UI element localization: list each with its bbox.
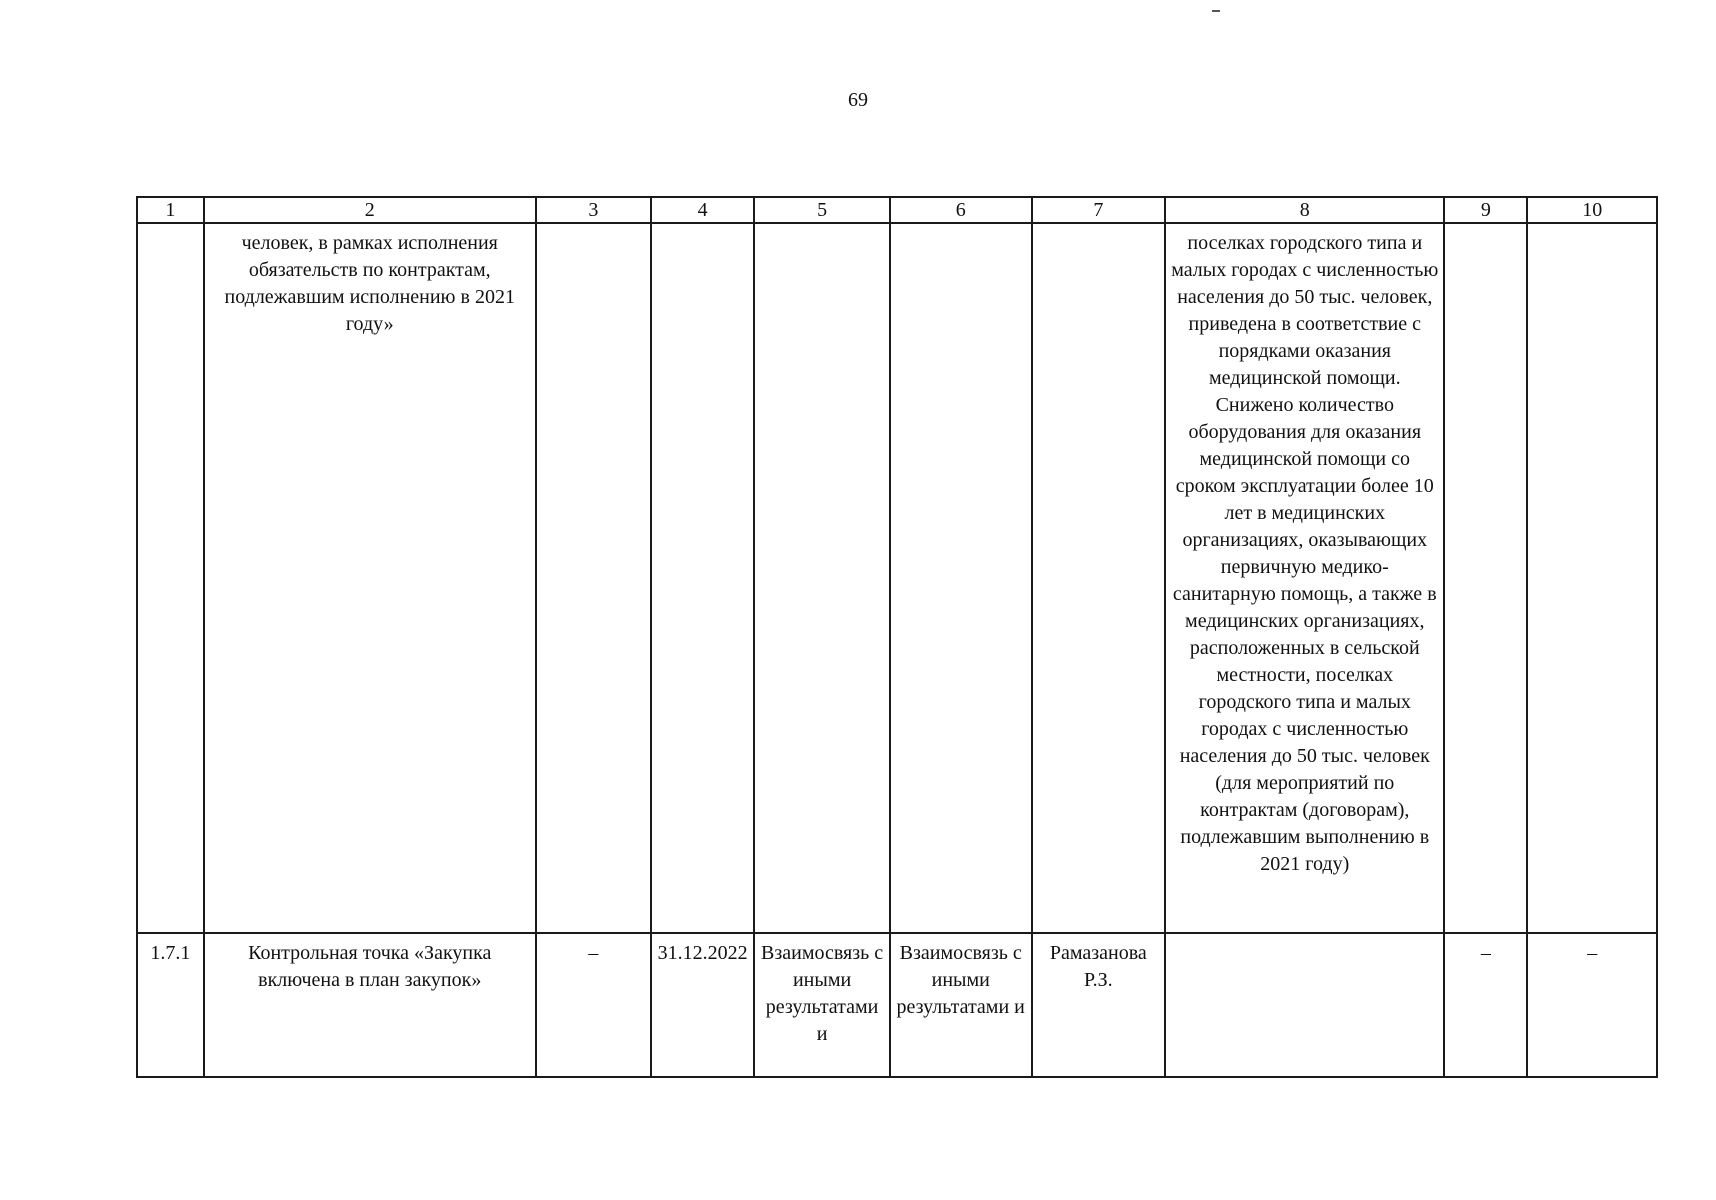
cell-number — [137, 223, 204, 933]
scan-artifact — [1212, 10, 1220, 12]
cell-col10: – — [1527, 933, 1657, 1077]
table-row-continued — [137, 223, 1657, 933]
cell-col3 — [536, 223, 651, 933]
cell-responsible: Рамазанова Р.З. — [1032, 933, 1166, 1077]
page-number: 69 — [848, 89, 868, 111]
cell-number: 1.7.1 — [137, 933, 204, 1077]
cell-col9: – — [1444, 933, 1527, 1077]
cell-col3: – — [536, 933, 651, 1077]
cell-col5: Взаимосвязь с иными результатами и — [754, 933, 890, 1077]
cell-col5 — [754, 223, 890, 933]
cell-date — [651, 223, 754, 933]
cell-result-description: поселках городского типа и малых городах с численностью населения до 50 тыс. человек, приведена в соответствие с порядками оказания медицинской помощи. Снижено количество оборудования для оказания медицинской помощи со сроком эксплуатации более 10 лет в медицинских организациях, оказывающих первичную медико-санитарную помощь, а также в медицинских организациях, расположенных в сельской местности, поселках городского типа и малых городах с численностью населения до 50 тыс. человек (для мероприятий по контрактам (договорам), подлежавшим выполнению в 2021 году) — [1165, 223, 1444, 933]
cell-col9 — [1444, 223, 1527, 933]
cell-result-description — [1165, 933, 1444, 1077]
table-row-milestone — [137, 933, 1657, 1077]
cell-col10 — [1527, 223, 1657, 933]
cell-date: 31.12.2022 — [651, 933, 754, 1077]
column-header-9: 9 — [1444, 197, 1527, 223]
cell-col6 — [890, 223, 1032, 933]
cell-responsible — [1032, 223, 1166, 933]
cell-description: человек, в рамках исполнения обязательств по контрактам, подлежавшим исполнению в 2021 году» — [204, 223, 536, 933]
column-header-7: 7 — [1032, 197, 1166, 223]
column-header-1: 1 — [137, 197, 204, 223]
column-header-5: 5 — [754, 197, 890, 223]
header-row — [137, 197, 1657, 223]
cell-col6: Взаимосвязь с иными результатами и — [890, 933, 1032, 1077]
column-header-8: 8 — [1165, 197, 1444, 223]
column-header-3: 3 — [536, 197, 651, 223]
column-header-6: 6 — [890, 197, 1032, 223]
column-header-4: 4 — [651, 197, 754, 223]
cell-description: Контрольная точка «Закупка включена в план закупок» — [204, 933, 536, 1077]
column-header-10: 10 — [1527, 197, 1657, 223]
column-header-2: 2 — [204, 197, 536, 223]
plan-table — [136, 196, 1658, 1078]
